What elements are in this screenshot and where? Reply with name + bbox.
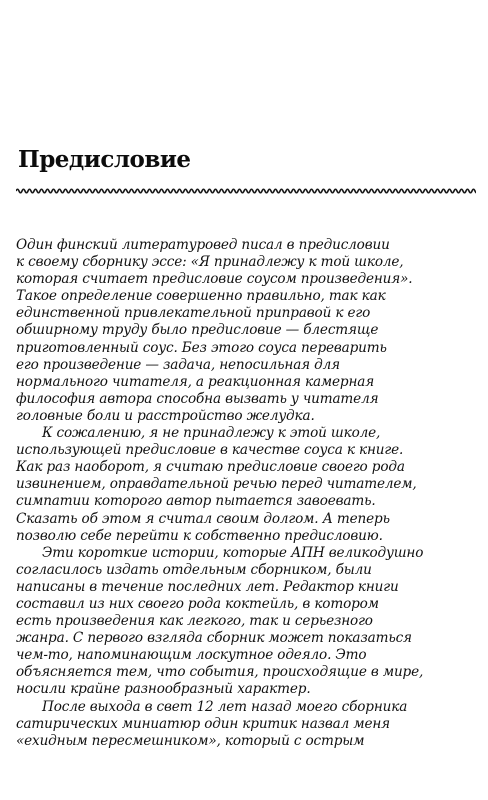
text-line: Сказать об этом я считал своим долгом. А теперь — [16, 510, 390, 527]
paragraph-start-line: Эти короткие истории, которые АПН великодушно — [42, 544, 424, 561]
text-line: объясняется тем, что события, происходящие в мире, — [16, 664, 424, 681]
text-line: единственной привлекательной приправой к его — [16, 305, 371, 322]
text-line: согласилось издать отдельным сборником, были — [16, 561, 372, 578]
text-line: к своему сборнику эссе: «Я принадлежу к той школе, — [16, 254, 404, 271]
paragraph-start-line: После выхода в свет 12 лет назад моего сборника — [42, 698, 408, 715]
text-line: написаны в течение последних лет. Редактор книги — [16, 578, 399, 595]
paragraph-start-line: К сожалению, я не принадлежу к этой школе, — [42, 425, 381, 442]
preface-body — [16, 237, 476, 750]
text-line: жанра. С первого взгляда сборник может показаться — [16, 630, 412, 647]
text-line: Один финский литературовед писал в предисловии — [16, 237, 390, 253]
text-line: Такое определение совершенно правильно, так как — [16, 288, 386, 305]
text-line: нормального читателя, а реакционная камерная — [16, 373, 375, 390]
text-line: есть произведения как легкого, так и серьезного — [16, 613, 373, 630]
chapter-title: Предисловие — [18, 146, 191, 173]
text-line: извинением, оправдательной речью перед читателем, — [16, 476, 417, 493]
text-line: его произведение — задача, непосильная для — [16, 356, 340, 373]
text-line: приготовленный соус. Без этого соуса переварить — [16, 339, 387, 356]
text-line: Как раз наоборот, я считаю предисловие своего рода — [16, 459, 405, 476]
text-line: использующей предисловие в качестве соуса к книге. — [16, 442, 404, 459]
text-line: симпатии которого автор пытается завоевать. — [16, 493, 376, 510]
text-line: головные боли и расстройство желудка. — [16, 407, 315, 424]
text-line: сатирических миниатюр один критик назвал меня — [16, 715, 390, 732]
text-line: обширному труду было предисловие — блестяще — [16, 322, 379, 339]
wavy-divider — [16, 185, 476, 197]
text-line: которая считает предисловие соусом произведения». — [16, 271, 413, 288]
text-line: «ехидным пересмешником», который с острым — [16, 732, 365, 749]
text-line: составил из них своего рода коктейль, в котором — [16, 595, 379, 612]
text-line: носили крайне разнообразный характер. — [16, 681, 311, 698]
text-line: чем-то, напоминающим лоскутное одеяло. Это — [16, 647, 367, 664]
text-line: философия автора способна вызвать у читателя — [16, 390, 379, 407]
text-line: позволю себе перейти к собственно предисловию. — [16, 527, 383, 544]
